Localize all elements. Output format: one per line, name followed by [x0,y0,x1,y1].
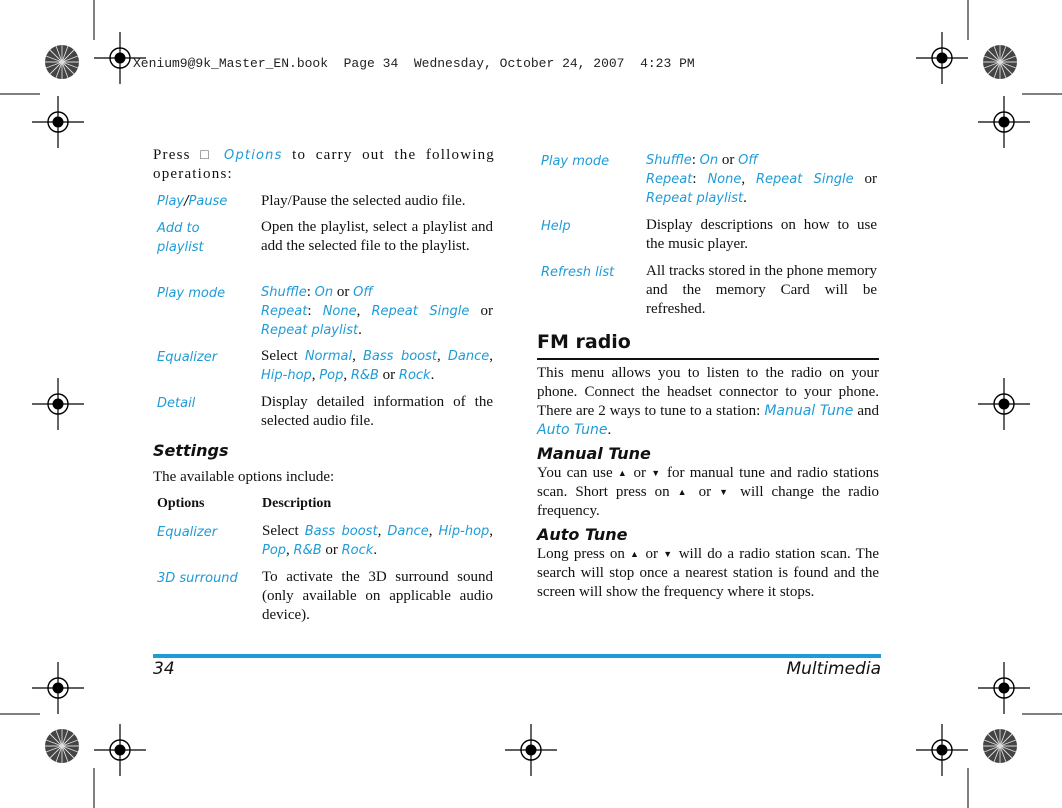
label-equalizer: Equalizer [157,350,218,365]
fm-radio-heading: FM radio [537,331,631,353]
desc-detail: Display detailed information of the selected audio file. [261,394,493,429]
desc-refresh-list: All tracks stored in the phone memory and the memory Card will be refreshed. [646,263,877,317]
page-number: 34 [153,659,175,679]
desc-3d-surround: To activate the 3D surround sound (only available on applicable audio device). [262,569,493,623]
up-arrow-icon: ▲ [630,549,641,560]
auto-tune-paragraph: Long press on ▲ or ▼ will do a radio station scan. The search will stop once a nearest station is found and the screen will show the frequency where it stops. [537,546,880,601]
col-header-description: Description [262,496,332,511]
manual-tune-heading: Manual Tune [537,444,651,463]
label-3d-surround: 3D surround [157,571,238,586]
options-softkey-icon: □ [200,148,215,163]
desc-right-play-mode: Shuffle: On or Off Repeat: None, Repeat Single or Repeat playlist. [646,152,878,206]
manual-tune-paragraph: You can use ▲ or ▼ for manual tune and radio stations scan. Short press on ▲ or ▼ will change the radio frequency. [537,465,879,520]
intro-paragraph: Press □ Options to carry out the following operations: [153,147,495,182]
label-play-pause: Play/Pause [157,194,228,209]
footer-rule [153,654,881,658]
print-header: Xenium9@9k_Master_EN.book Page 34 Wednesday, October 24, 2007 4:23 PM [133,56,695,71]
desc-help: Display descriptions on how to use the music player. [646,217,877,252]
settings-heading: Settings [153,441,229,460]
fm-heading-rule [537,358,879,360]
up-arrow-icon: ▲ [677,487,691,498]
fm-intro-paragraph: This menu allows you to listen to the radio on your phone. Connect the headset connector to your phone. There are 2 ways to tune to a station: Manual Tune and Auto Tune. [537,365,879,438]
label-add-to-playlist: Add to playlist [157,221,204,255]
desc-equalizer: Select Normal, Bass boost, Dance, Hip-hop, Pop, R&B or Rock. [261,348,494,383]
desc-play-mode: Shuffle: On or Off Repeat: None, Repeat Single or Repeat playlist. [261,284,494,338]
desc-play-pause: Play/Pause the selected audio file. [261,193,466,209]
desc-settings-equalizer: Select Bass boost, Dance, Hip-hop, Pop, R&B or Rock. [262,523,494,558]
down-arrow-icon: ▼ [663,549,674,560]
label-help: Help [541,219,571,234]
label-detail: Detail [157,396,196,411]
col-header-options: Options [157,496,205,511]
label-play-mode: Play mode [157,286,226,301]
down-arrow-icon: ▼ [651,468,662,479]
down-arrow-icon: ▼ [719,487,733,498]
label-refresh-list: Refresh list [541,265,615,280]
label-right-play-mode: Play mode [541,154,610,169]
label-settings-equalizer: Equalizer [157,525,218,540]
section-title: Multimedia [786,659,881,679]
settings-intro: The available options include: [153,469,335,485]
up-arrow-icon: ▲ [617,468,629,479]
desc-add-to-playlist: Open the playlist, select a playlist and add the selected file to the playlist. [261,219,493,254]
auto-tune-heading: Auto Tune [537,525,628,544]
